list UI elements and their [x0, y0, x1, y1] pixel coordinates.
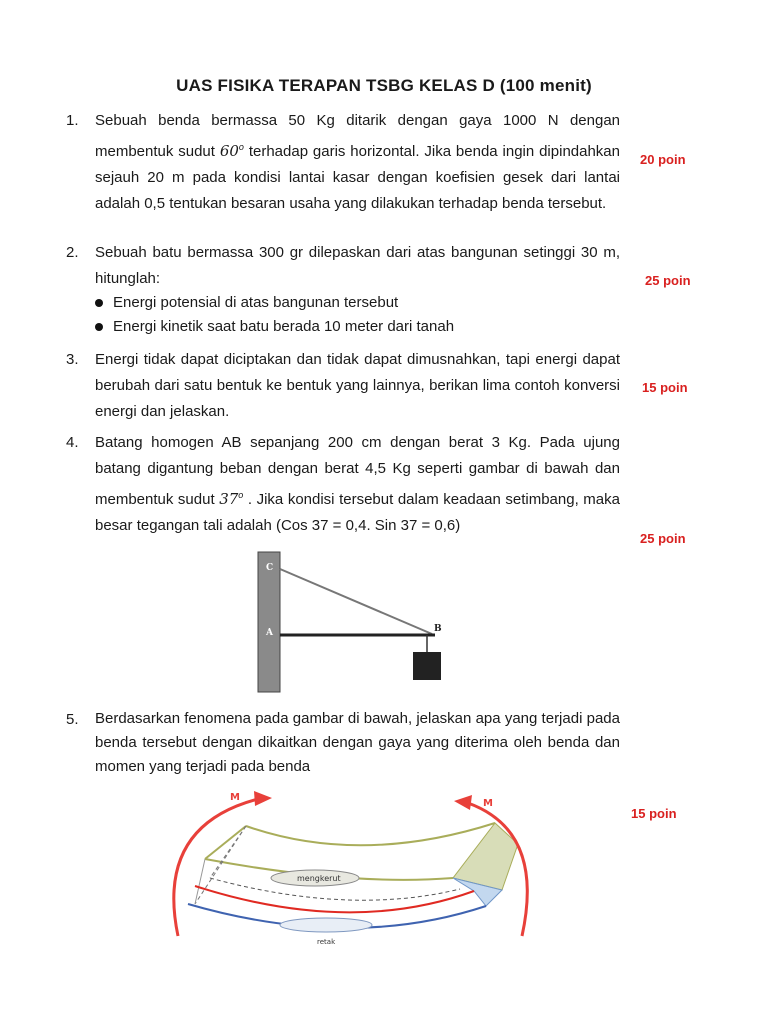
beam-dashed-diagonal — [210, 826, 246, 878]
label-m-right: M — [483, 798, 493, 809]
bullet-icon — [95, 299, 103, 307]
question-3-points: 15 poin — [642, 380, 688, 395]
hanging-load — [413, 652, 441, 680]
question-2-number: 2. — [66, 244, 79, 261]
wall — [258, 552, 280, 692]
question-4-number: 4. — [66, 434, 79, 451]
question-5-number: 5. — [66, 711, 79, 728]
question-2-bullet-2: Energi kinetik saat batu berada 10 meter dari tanah — [95, 317, 454, 337]
question-2-text: Sebuah batu bermassa 300 gr dilepaskan dari atas bangunan setinggi 30 m, hitunglah: — [95, 244, 620, 287]
moment-arrow-left — [174, 799, 258, 936]
question-5-text: Berdasarkan fenomena pada gambar di bawah, jelaskan apa yang terjadi pada benda tersebut dengan dikaitkan dengan gaya yang diterima oleh benda dan momen yang terjadi pada benda — [95, 710, 620, 775]
question-3-number: 3. — [66, 351, 79, 368]
label-b: B — [434, 624, 442, 634]
question-4-text: Batang homogen AB sepanjang 200 cm dengan berat 3 Kg. Pada ujung batang digantung beban dengan berat 4,5 Kg seperti gambar di bawah dan membentuk sudut 37$^o$ . Jika kondisi tersebut dalam keadaan setimbang, maka besar tegangan tali adalah (Cos 37 = 0,4. Sin 37 = 0,6) — [95, 434, 620, 534]
label-c: C — [266, 563, 274, 573]
bullet-icon — [95, 323, 103, 331]
beam-back-top-edge — [246, 823, 495, 845]
moment-arrowhead-left — [254, 791, 272, 806]
question-1-points: 20 poin — [640, 152, 686, 167]
question-3-text: Energi tidak dapat diciptakan dan tidak dapat dimusnahkan, tapi energi dapat berubah dari satu bentuk ke bentuk yang lainnya, berikan lima contoh konversi energi dan jelaskan. — [95, 351, 620, 420]
question-1-number: 1. — [66, 112, 79, 129]
crack-ellipse — [280, 918, 372, 932]
moment-arrowhead-right — [454, 795, 472, 810]
label-a: A — [266, 628, 273, 638]
question-2-bullet-1: Energi potensial di atas bangunan tersebut — [95, 293, 398, 313]
page-title: UAS FISIKA TERAPAN TSBG KELAS D (100 menit) — [176, 76, 592, 95]
label-m-left: M — [230, 792, 240, 803]
beam-tension-figure — [255, 549, 475, 694]
tie-rope — [280, 569, 432, 634]
label-mengkerut: mengkerut — [297, 874, 341, 883]
bending-beam-figure — [150, 786, 540, 966]
question-5-points: 15 poin — [631, 806, 677, 821]
question-2-points: 25 poin — [645, 273, 691, 288]
question-4-points: 25 poin — [640, 531, 686, 546]
beam-left-top-edge — [205, 826, 246, 859]
label-retak: retak — [317, 938, 336, 946]
question-1-text: Sebuah benda bermassa 50 Kg ditarik dengan gaya 1000 N dengan membentuk sudut 60$^o$ terhadap garis horizontal. Jika benda ingin dipindahkan sejauh 20 m pada kondisi lantai kasar dengan koefisien gesek dari lantai adalah 0,5 tentukan besaran usaha yang dilakukan terhadap benda tersebut. — [95, 112, 620, 212]
